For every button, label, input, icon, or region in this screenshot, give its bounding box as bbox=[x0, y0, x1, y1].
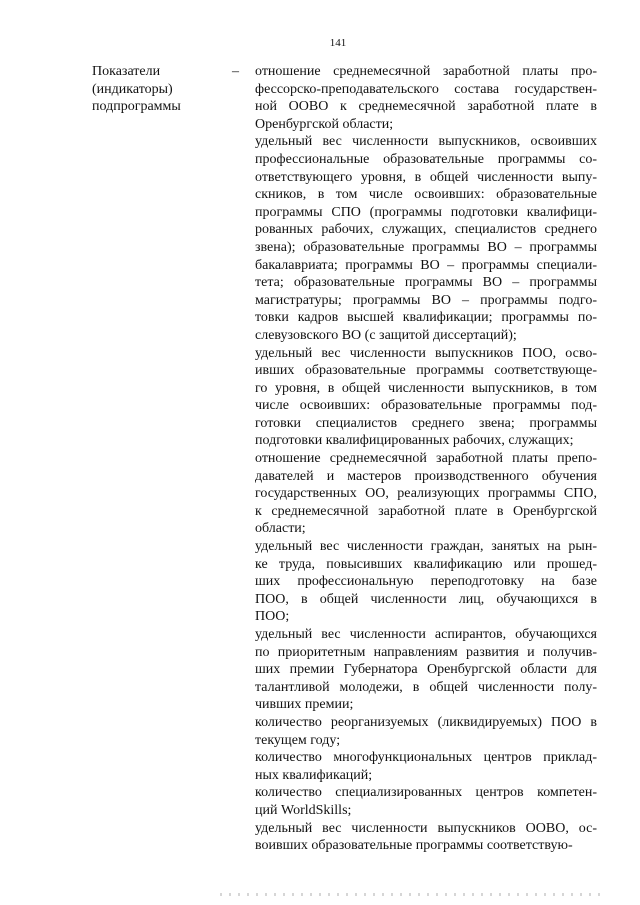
indicator-line: ПОО; bbox=[255, 609, 290, 625]
indicator-line: ивших образовательные программы соответствующе- bbox=[255, 363, 597, 379]
indicator-line: го уровня, в общей численности выпускников, в том bbox=[255, 380, 597, 396]
page-number: 141 bbox=[329, 37, 347, 49]
indicator-line: удельный вес численности аспирантов, обучающихся bbox=[255, 627, 597, 642]
indicator-line: ной ООВО к среднемесячной заработной плате в bbox=[255, 99, 597, 115]
indicator-line: скников, в том числе освоивших: образовательные bbox=[255, 187, 597, 203]
indicator-line: удельный вес численности выпускников ООВО, ос- bbox=[255, 820, 597, 836]
indicator-line: ших профессиональную переподготовку на базе bbox=[255, 574, 597, 590]
indicators-list bbox=[255, 63, 597, 855]
indicator-line: ных квалификаций; bbox=[255, 767, 373, 783]
indicator-line: количество специализированных центров компетен- bbox=[255, 785, 597, 801]
indicator-line: числе освоивших: образовательные программы под- bbox=[255, 398, 597, 414]
indicator-line: к среднемесячной заработной плате в Оренбургской bbox=[255, 503, 597, 519]
indicator-item bbox=[255, 133, 597, 344]
indicator-line: по приоритетным направлениям развития и получив- bbox=[255, 644, 597, 660]
indicator-line: текущем году; bbox=[255, 732, 341, 748]
indicator-item bbox=[255, 820, 597, 855]
indicators-label-line: Показатели bbox=[92, 64, 161, 79]
indicator-line: отношение среднемесячной заработной платы про- bbox=[255, 64, 597, 79]
indicator-line: звена); образовательные программы ВО – программы bbox=[255, 239, 597, 255]
scan-artifact bbox=[220, 893, 600, 896]
indicator-line: давателей и мастеров производственного обучения bbox=[255, 468, 597, 484]
indicators-label-line: подпрограммы bbox=[92, 99, 181, 115]
indicator-item bbox=[255, 784, 597, 819]
indicator-line: товки кадров высшей квалификации; программы по- bbox=[255, 310, 597, 326]
indicator-item bbox=[255, 626, 597, 714]
indicators-label-line: (индикаторы) bbox=[92, 81, 173, 97]
indicator-line: ке труда, повысивших квалификацию или прошед- bbox=[255, 556, 597, 572]
indicator-item bbox=[255, 63, 597, 133]
indicator-line: магистратуры; программы ВО – программы подго- bbox=[255, 292, 597, 308]
indicator-item bbox=[255, 450, 597, 538]
indicator-line: тета; образовательные программы ВО – программы bbox=[255, 275, 597, 291]
indicator-item bbox=[255, 538, 597, 626]
list-dash: – bbox=[232, 64, 239, 79]
indicator-item bbox=[255, 714, 597, 749]
indicator-line: удельный вес численности граждан, занятых на рын- bbox=[255, 539, 597, 555]
indicator-line: количество многофункциональных центров приклад- bbox=[255, 750, 597, 766]
indicator-line: чивших премии; bbox=[255, 697, 354, 713]
indicator-line: ПОО, в общей численности лиц, обучающихся в bbox=[255, 591, 597, 607]
indicator-line: подготовки квалифицированных рабочих, служащих; bbox=[255, 433, 574, 449]
indicator-line: Оренбургской области; bbox=[255, 116, 394, 132]
indicator-line: воивших образовательные программы соответствую- bbox=[255, 838, 573, 854]
indicator-line: количество реорганизуемых (ликвидируемых) ПОО в bbox=[255, 714, 597, 730]
indicator-line: государственных ОО, реализующих программы СПО, bbox=[255, 486, 597, 502]
indicator-line: ответствующего уровня, в общей численности выпу- bbox=[255, 169, 597, 185]
indicator-line: бакалавриата; программы ВО – программы специали- bbox=[255, 257, 597, 273]
indicator-line: слевузовского ВО (с защитой диссертаций); bbox=[255, 327, 517, 343]
indicator-line: программы СПО (программы подготовки квалифици- bbox=[255, 204, 597, 220]
indicator-item bbox=[255, 345, 597, 451]
indicators-label bbox=[92, 63, 222, 116]
indicator-line: фессорско-преподавательского состава государствен- bbox=[255, 81, 597, 97]
indicator-line: ших премии Губернатора Оренбургской области для bbox=[255, 662, 597, 678]
indicator-line: рованных рабочих, служащих, специалистов среднего bbox=[255, 222, 597, 238]
indicator-item bbox=[255, 749, 597, 784]
indicator-line: удельный вес численности выпускников ПОО, осво- bbox=[255, 345, 597, 361]
indicator-line: готовки специалистов среднего звена; программы bbox=[255, 415, 597, 431]
indicator-line: удельный вес численности выпускников, освоивших bbox=[255, 134, 597, 150]
indicator-line: области; bbox=[255, 521, 306, 537]
indicator-line: отношение среднемесячной заработной платы препо- bbox=[255, 451, 597, 467]
indicator-line: профессиональные образовательные программы со- bbox=[255, 151, 597, 167]
indicator-line: талантливой молодежи, в общей численности полу- bbox=[255, 679, 597, 695]
indicator-line: ций WorldSkills; bbox=[255, 802, 352, 818]
